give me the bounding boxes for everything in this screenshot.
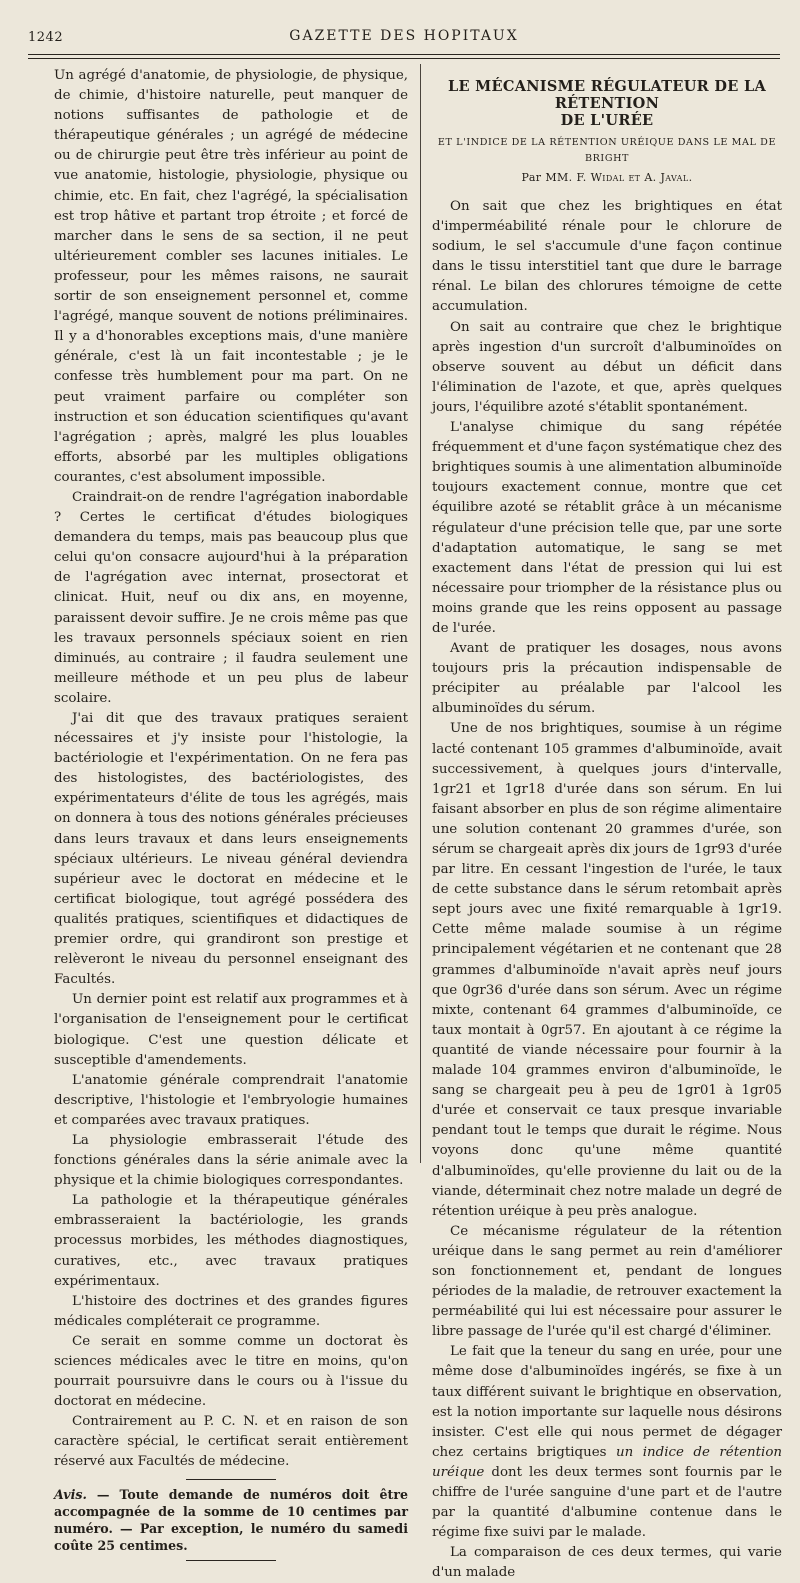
notice-label: Avis. — [54, 1486, 87, 1502]
article-title-line: LE MÉCANISME RÉGULATEUR DE LA RÉTENTION — [447, 78, 767, 112]
paragraph: On sait que chez les brightiques en état d'imperméabilité rénale pour le chlorure de sodium, le sel s'accumule d'une façon continue dans le tissu interstitiel tant que dure le barrage rénal. Le bilan des chlorures témoigne de cette accumulation. — [432, 199, 782, 315]
paragraph — [432, 1342, 782, 1543]
header-rule — [28, 54, 780, 59]
page-number: 1242 — [28, 30, 64, 45]
paragraph: L'anatomie générale comprendrait l'anatomie descriptive, l'histologie et l'embryologie humaines et comparées avec travaux pratiques. — [54, 1072, 408, 1128]
paragraph: J'ai dit que des travaux pratiques seraient nécessaires et j'y insiste pour l'histologie, la bactériologie et l'expérimentation. On ne fera pas des histologistes, des bactériologistes, des expérimentateurs d'élite de tous les agrégés, mais on donnera à tous des notions générales précieuses dans leurs travaux et dans leurs enseignements spéciaux ultérieurs. Le niveau général deviendra supérieur avec le doctorat en médecine et le certificat biologique, tout agrégé possédera des qualités pratiques, scientifiques et didactiques de premier ordre, qui grandiront son prestige et relèveront le niveau du personnel enseignant des Facultés. — [54, 711, 408, 988]
right-column — [432, 66, 782, 1583]
text-run: Le fait que la teneur du sang en urée, pour une même dose d'albuminoïdes ingérés, se fixe à un taux différent suivant le brightique en observation, est la notion importante sur laquelle nous désirons insister. C'est elle qui nous permet de dégager chez certains brigtiques — [432, 1344, 782, 1460]
paragraph: Un agrégé d'anatomie, de physiologie, de physique, de chimie, d'histoire naturelle, peut manquer de notions suffisantes de pathologie et de thérapeutique générales ; un agrégé de médecine ou de chirurgie peut être très inférieur au point de vue anatomie, histologie, physiologie, physique ou chimie, etc. En fait, chez l'agrégé, la spécialisation est trop hâtive et partant trop étroite ; et forcé de marcher dans le sens de sa section, il ne peut ultérieurement combler ses lacunes initiales. Le professeur, pour les mêmes raisons, ne saurait sortir de son enseignement personnel et, comme l'agrégé, manque souvent de notions préliminaires. Il y a d'honorables exceptions mais, d'une manière générale, c'est là un fait incontestable ; je le confesse très humblement pour ma part. On ne peut vraiment parfaire ou compléter son instruction et son éducation scientifiques qu'avant l'agrégation ; après, malgré les plus louables efforts, absorbé par les multiples obligations courantes, c'est absolument impossible. — [54, 68, 408, 485]
paragraph: Craindrait-on de rendre l'agrégation inabordable ? Certes le certificat d'études biologiques demandera du temps, mais pas beaucoup plus que celui qu'on consacre aujourd'hui à la préparation de l'agrégation avec internat, prosectorat et clinicat. Huit, neuf ou dix ans, en moyenne, paraissent devoir suffire. Je ne crois même pas que les travaux personnels spéciaux soient en rien diminués, au contraire ; il faudra seulement une meilleure méthode et un peu plus de labeur scolaire. — [54, 489, 408, 706]
paragraph: Avant de pratiquer les dosages, nous avons toujours pris la précaution indispensable de précipiter au préalable par l'alcool les albuminoïdes du sérum. — [432, 641, 782, 717]
authors-names: F. Widal et A. Javal. — [576, 171, 693, 184]
page-header — [28, 26, 780, 46]
notice-text: — Toute demande de numéros doit être accompagnée de la somme de 10 centimes par numéro. — Par exception, le numéro du samedi coûte 25 centimes. — [54, 1486, 408, 1553]
article-subtitle: ET L'INDICE DE LA RÉTENTION URÉIQUE DANS LE MAL DE BRIGHT — [437, 137, 777, 164]
paragraph: L'analyse chimique du sang répétée fréquemment et d'une façon systématique chez des brightiques soumis à une alimentation albuminoïde toujours exactement connue, montre que cet équilibre azoté se rétablit grâce à un mécanisme régulateur d'une précision telle que, par une sorte d'adaptation automatique, le sang se met exactement dans l'état de pression qui lui est nécessaire pour triompher de la résistance plus ou moins grande que les reins opposent au passage de l'urée. — [432, 420, 782, 636]
paragraph: On sait au contraire que chez le brightique après ingestion d'un surcroît d'albuminoïdes on observe souvent au début un déficit dans l'élimination de l'azote, et que, après quelques jours, l'équilibre azoté s'établit spontanément. — [432, 319, 782, 415]
paragraph: L'histoire des doctrines et des grandes figures médicales compléterait ce programme. — [54, 1293, 408, 1329]
emphasis-text: un indice de rétention uréique — [432, 1444, 782, 1480]
separator-ornament — [186, 1479, 276, 1480]
article-title — [432, 78, 782, 129]
left-column — [54, 66, 408, 1567]
paragraph: Ce mécanisme régulateur de la rétention uréique dans le sang permet au rein d'améliorer son fonctionnement et, pendant de longues périodes de la maladie, de retrouver exactement la perméabilité qui lui est nécessaire pour assurer le libre passage de l'urée qu'il est chargé d'éliminer. — [432, 1223, 782, 1340]
paragraph: Contrairement au P. C. N. et en raison de son caractère spécial, le certificat serait entièrement réservé aux Facultés de médecine. — [54, 1414, 408, 1470]
running-title: GAZETTE DES HOPITAUX — [289, 28, 519, 44]
authors-prefix: Par MM. — [521, 171, 573, 184]
paragraph: Ce serait en somme comme un doctorat ès sciences médicales avec le titre en moins, qu'on pourrait poursuivre dans le cours ou à l'issue du doctorat en médecine. — [54, 1333, 408, 1410]
paragraph: La physiologie embrasserait l'étude des fonctions générales dans la série animale avec la physique et la chimie biologiques correspondantes. — [54, 1132, 408, 1189]
text-run: dont les deux termes sont fournis par le chiffre de l'urée sanguine d'une part et de l'autre par la quantité d'albumine contenue dans le régime fixe suivi par le malade. — [432, 1464, 782, 1541]
notice — [54, 1486, 408, 1554]
article-title-line: DE L'URÉE — [560, 112, 654, 129]
column-divider — [420, 64, 421, 1163]
paragraph: La comparaison de ces deux termes, qui varie d'un malade — [432, 1545, 782, 1581]
paragraph: Un dernier point est relatif aux programmes et à l'organisation de l'enseignement pour le certificat biologique. C'est une question délicate et susceptible d'amendements. — [54, 992, 408, 1068]
paragraph: La pathologie et la thérapeutique générales embrasseraient la bactériologie, les grands processus morbides, les méthodes diagnostiques, curatives, etc., avec travaux pratiques expérimentaux. — [54, 1193, 408, 1289]
article-authors — [432, 169, 782, 187]
separator-ornament — [186, 1560, 276, 1561]
paragraph: Une de nos brightiques, soumise à un régime lacté contenant 105 grammes d'albuminoïde, avait successivement, à quelques jours d'intervalle, 1gr21 et 1gr18 d'urée dans son sérum. En lui faisant absorber en plus de son régime alimentaire une solution contenant 20 grammes d'urée, son sérum se chargeait après dix jours de 1gr93 d'urée par litre. En cessant l'ingestion de l'urée, le taux de cette substance dans le sérum retombait après sept jours avec une fixité remarquable à 1gr19. Cette même malade soumise à un régime principalement végétarien et ne contenant que 28 grammes d'albuminoïde n'avait après neuf jours que 0gr36 d'urée dans son sérum. Avec un régime mixte, contenant 64 grammes d'albuminoïde, ce taux montait à 0gr57. En ajoutant à ce régime la quantité de viande nécessaire pour fournir à la malade 104 grammes environ d'albuminoïde, le sang se chargeait peu à peu de 1gr01 à 1gr05 d'urée et conservait ce taux presque invariable pendant tout le temps que durait le régime. Nous voyons donc qu'une même quantité d'albuminoïdes, qu'elle provienne du lait ou de la viande, déterminait chez notre malade un degré de rétention uréique à peu près analogue. — [432, 721, 782, 1219]
